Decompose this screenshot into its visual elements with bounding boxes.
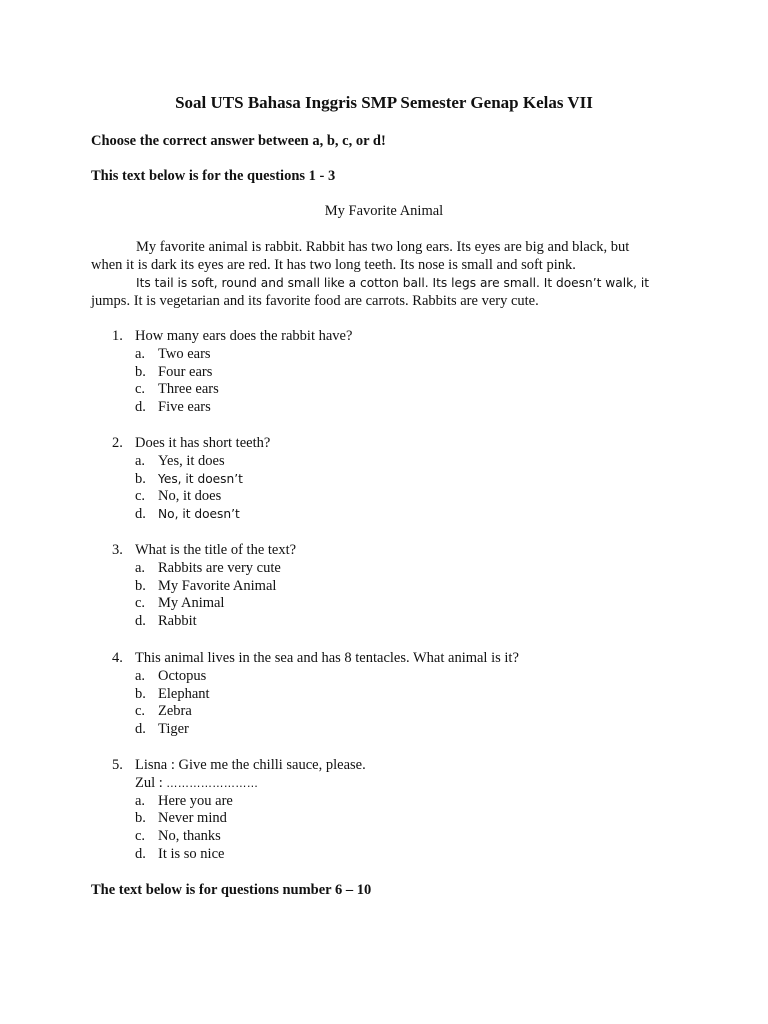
option-letter: c.	[135, 595, 146, 612]
option-letter: c.	[135, 703, 146, 720]
section-intro-1: This text below is for the questions 1 - 3	[91, 168, 336, 184]
option-letter: a.	[135, 792, 146, 809]
question-number: 4.	[112, 650, 123, 666]
question-stem: How many ears does the rabbit have?	[135, 328, 353, 344]
option-text: No, it doesn’t	[158, 507, 240, 522]
option-c[interactable]	[112, 595, 296, 613]
question-number: 2.	[112, 435, 123, 451]
question-5	[112, 757, 366, 864]
option-d[interactable]	[112, 399, 352, 417]
option-text: It is so nice	[158, 845, 225, 862]
option-letter: b.	[135, 685, 146, 702]
option-letter: b.	[135, 363, 146, 380]
paragraph-line: when it is dark its eyes are red. It has two long teeth. Its nose is small and soft pink.	[91, 257, 576, 273]
option-letter: d.	[135, 613, 146, 630]
option-text: Four ears	[158, 363, 213, 380]
question-1	[112, 328, 352, 417]
reading-text-title: My Favorite Animal	[324, 203, 444, 219]
option-letter: c.	[135, 828, 146, 845]
option-text: Five ears	[158, 399, 211, 416]
instruction-text: Choose the correct answer between a, b, c, or d!	[91, 133, 386, 149]
option-d[interactable]	[112, 846, 366, 864]
option-letter: b.	[135, 470, 146, 487]
option-d[interactable]	[112, 506, 270, 524]
option-text: No, thanks	[158, 828, 221, 845]
question-stem: Lisna : Give me the chilli sauce, please.	[135, 757, 366, 773]
answer-blank: ……………………	[166, 776, 259, 790]
option-c[interactable]	[112, 488, 270, 506]
question-stem: What is the title of the text?	[135, 542, 297, 558]
paragraph-line: My favorite animal is rabbit. Rabbit has two long ears. Its eyes are big and black, but	[136, 239, 630, 255]
option-text: Yes, it doesn’t	[158, 471, 243, 486]
option-text: Two ears	[158, 345, 211, 362]
option-text: Three ears	[158, 381, 219, 398]
document-title: Soal UTS Bahasa Inggris SMP Semester Genap Kelas VII	[175, 93, 593, 112]
question-number: 3.	[112, 542, 123, 558]
question-number: 5.	[112, 757, 123, 773]
option-a[interactable]	[112, 560, 296, 578]
option-text: Tiger	[158, 721, 189, 738]
option-a[interactable]	[112, 453, 270, 471]
question-number: 1.	[112, 328, 123, 344]
reading-paragraph	[91, 238, 671, 310]
option-a[interactable]	[112, 346, 352, 364]
option-c[interactable]	[112, 828, 366, 846]
option-text: Octopus	[158, 667, 207, 684]
option-b[interactable]	[112, 471, 270, 489]
option-letter: a.	[135, 667, 146, 684]
option-d[interactable]	[112, 721, 519, 739]
option-text: Elephant	[158, 685, 210, 702]
option-text: Here you are	[158, 792, 233, 809]
question-stem: Does it has short teeth?	[135, 435, 271, 451]
option-text: Never mind	[158, 810, 227, 827]
section-intro-2: The text below is for questions number 6 – 10	[91, 882, 372, 898]
question-4	[112, 650, 519, 739]
option-letter: a.	[135, 559, 146, 576]
option-a[interactable]	[112, 668, 519, 686]
paragraph-line: jumps. It is vegetarian and its favorite food are carrots. Rabbits are very cute.	[91, 293, 539, 309]
option-letter: c.	[135, 381, 146, 398]
option-b[interactable]	[112, 686, 519, 704]
option-letter: b.	[135, 810, 146, 827]
option-b[interactable]	[112, 364, 352, 382]
option-letter: d.	[135, 399, 146, 416]
option-a[interactable]	[112, 793, 366, 811]
option-letter: b.	[135, 577, 146, 594]
option-letter: c.	[135, 488, 146, 505]
dialog-response-line	[112, 775, 366, 793]
option-c[interactable]	[112, 381, 352, 399]
option-b[interactable]	[112, 578, 296, 596]
dialog-speaker: Zul :	[135, 774, 163, 791]
option-text: Zebra	[158, 703, 192, 720]
option-letter: d.	[135, 845, 146, 862]
option-text: Yes, it does	[158, 452, 225, 469]
option-text: No, it does	[158, 488, 222, 505]
option-letter: d.	[135, 506, 146, 523]
option-letter: a.	[135, 345, 146, 362]
question-2	[112, 435, 270, 524]
option-d[interactable]	[112, 613, 296, 631]
option-text: Rabbits are very cute	[158, 559, 281, 576]
option-c[interactable]	[112, 703, 519, 721]
paragraph-line: Its tail is soft, round and small like a cotton ball. Its legs are small. It doesn’t walk, it	[136, 276, 650, 290]
option-text: My Favorite Animal	[158, 577, 277, 594]
option-text: Rabbit	[158, 613, 197, 630]
option-text: My Animal	[158, 595, 225, 612]
question-3	[112, 542, 296, 631]
option-letter: a.	[135, 452, 146, 469]
question-stem: This animal lives in the sea and has 8 tentacles. What animal is it?	[135, 650, 519, 666]
option-letter: d.	[135, 721, 146, 738]
option-b[interactable]	[112, 810, 366, 828]
